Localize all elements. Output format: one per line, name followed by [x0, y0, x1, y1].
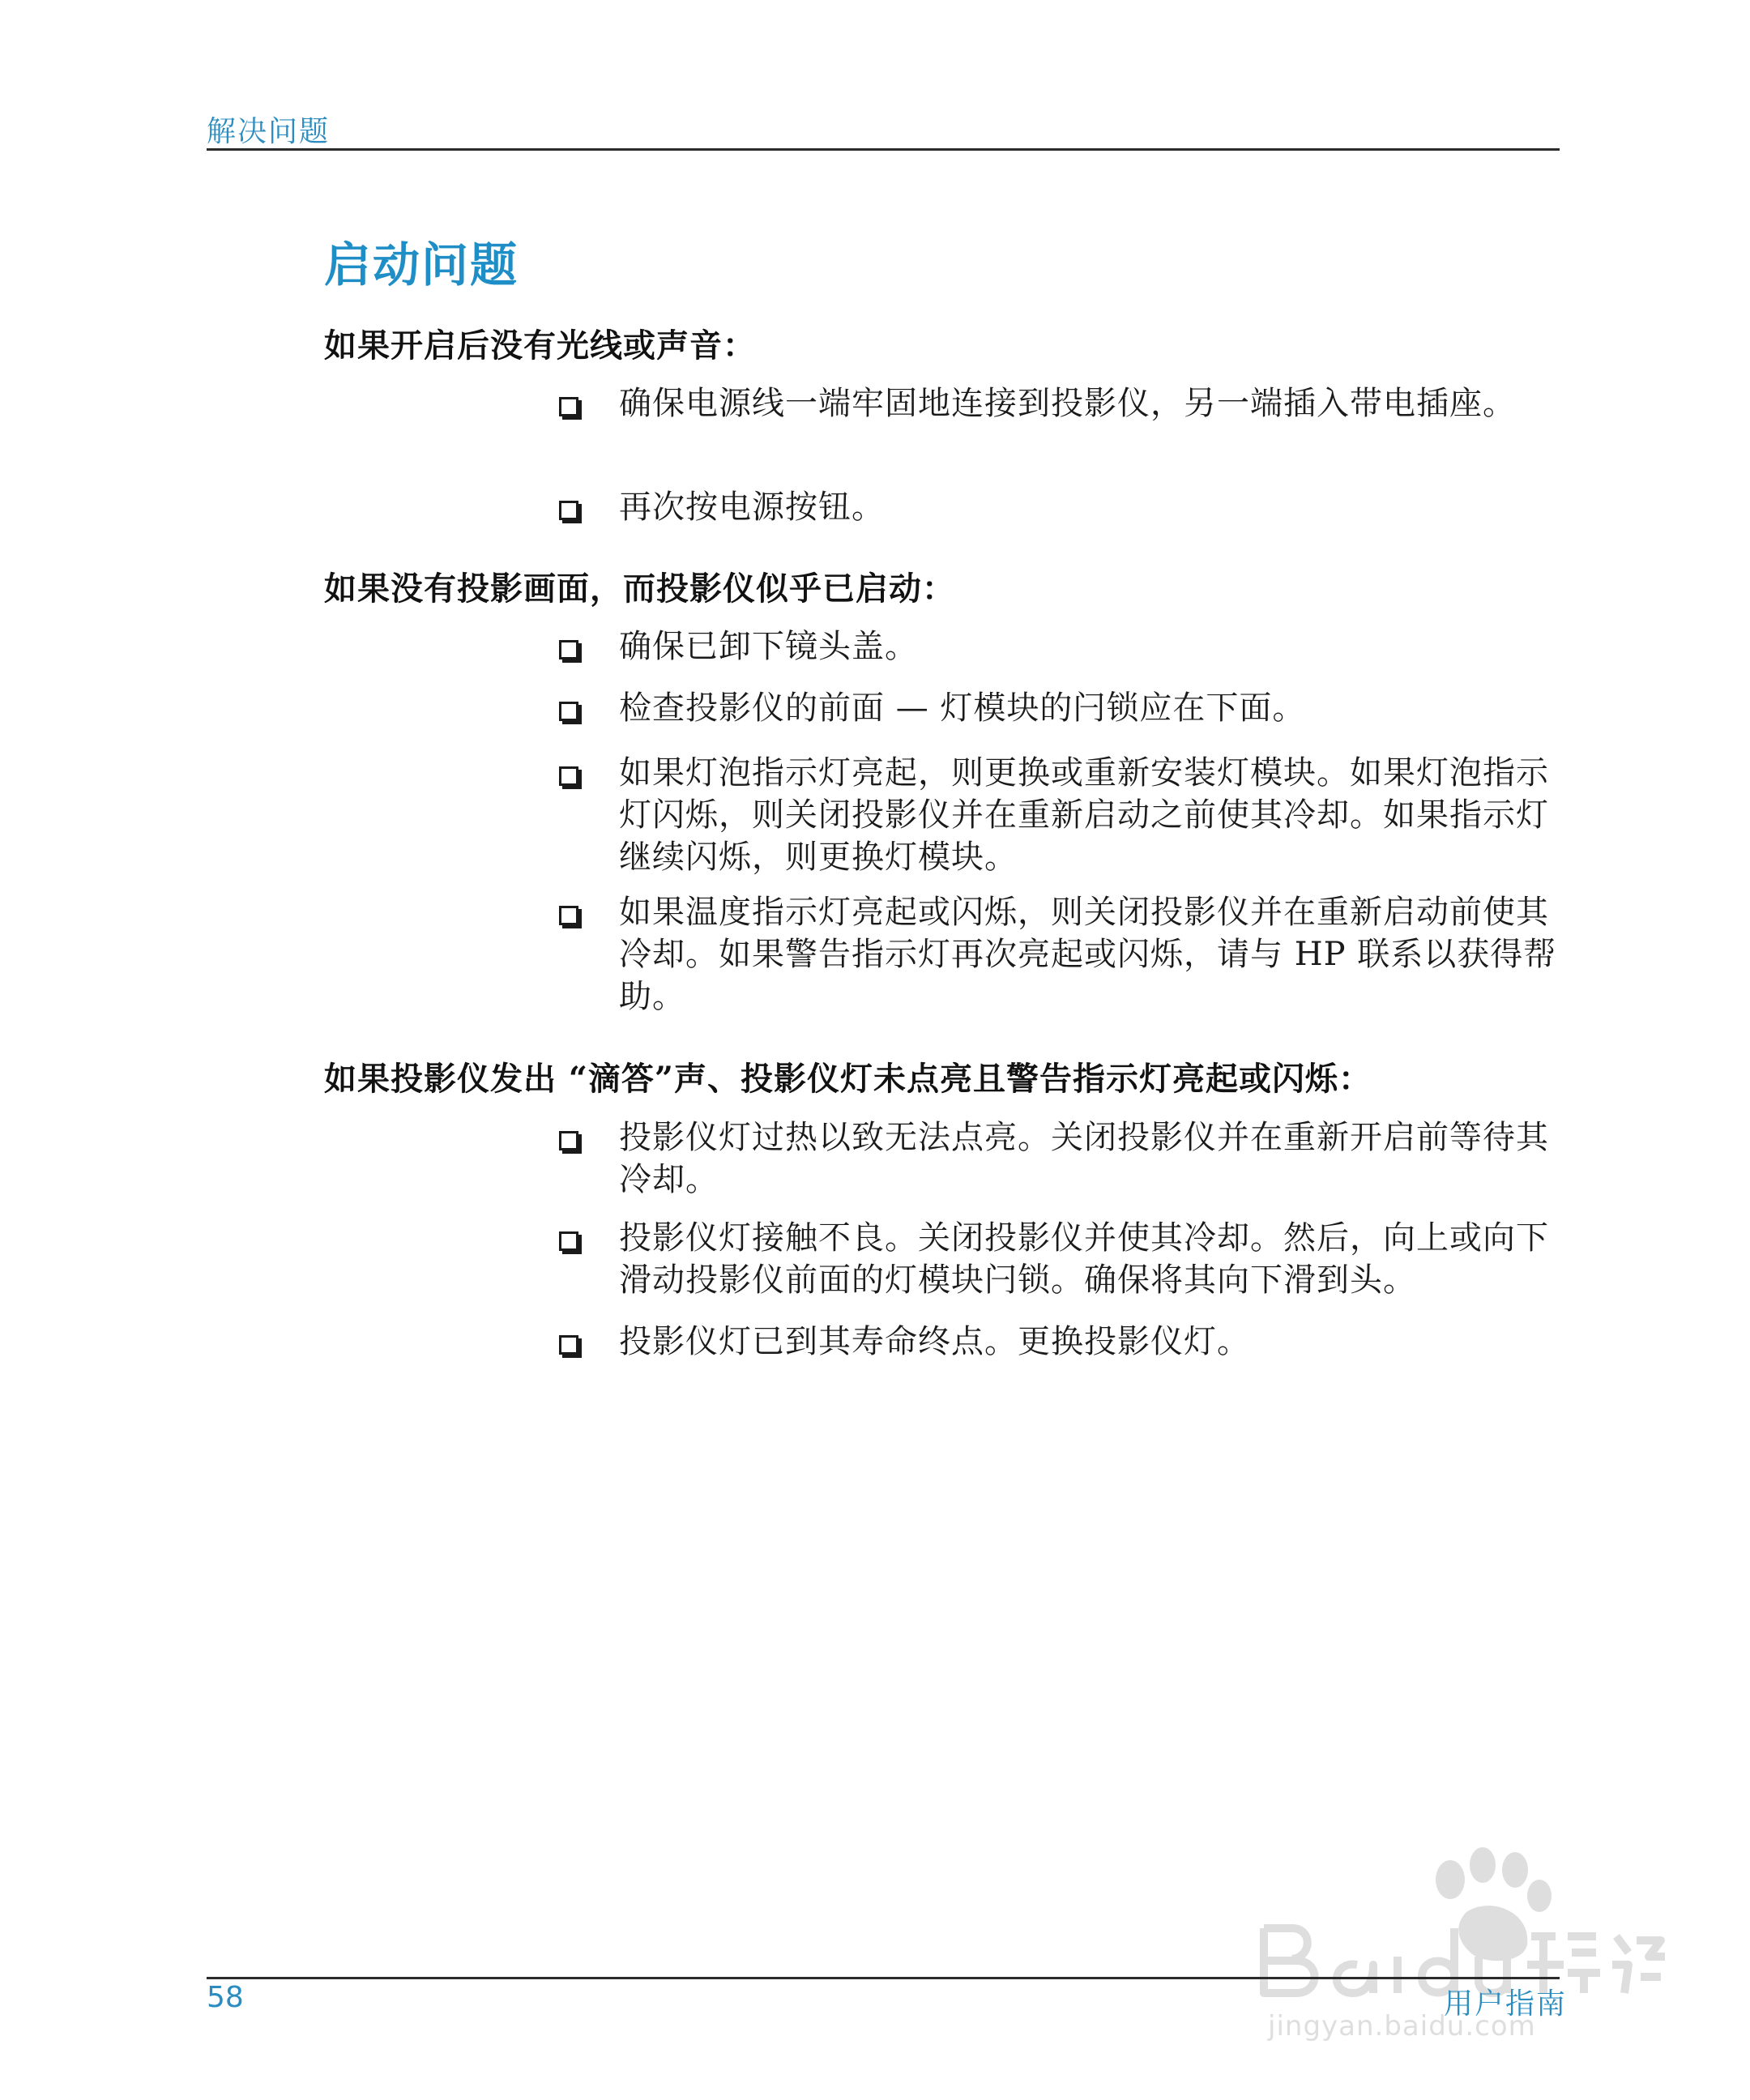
group-heading-ticking-sound: 如果投影仪发出 “滴答”声、投影仪灯未点亮且警告指示灯亮起或闪烁： — [324, 1060, 1372, 1098]
checkbox-bullet-icon — [559, 1335, 578, 1355]
checkbox-bullet-icon — [559, 766, 578, 786]
list-item-text: 如果温度指示灯亮起或闪烁，则关闭投影仪并在重新启动前使其冷却。如果警告指示灯再次亮起或闪烁，请与 HP 联系以获得帮助。 — [619, 894, 1557, 1015]
section-title: 启动问题 — [324, 237, 519, 292]
chapter-title: 解决问题 — [207, 115, 331, 148]
list-item-text: 投影仪灯接触不良。关闭投影仪并使其冷却。然后，向上或向下滑动投影仪前面的灯模块闩锁。确保将其向下滑到头。 — [619, 1219, 1549, 1299]
list-item-text: 投影仪灯过热以致无法点亮。关闭投影仪并在重新开启前等待其冷却。 — [619, 1119, 1549, 1198]
footer-rule — [207, 1977, 1560, 1979]
svg-text:jingyan.baidu.com: jingyan.baidu.com — [1268, 2010, 1536, 2042]
page-number: 58 — [207, 1981, 244, 2014]
list-item-text: 确保电源线一端牢固地连接到投影仪，另一端插入带电插座。 — [619, 385, 1516, 422]
checkbox-bullet-icon — [559, 640, 578, 659]
list-item-text: 再次按电源按钮。 — [619, 489, 885, 526]
header-rule — [207, 148, 1560, 151]
checkbox-bullet-icon — [559, 906, 578, 925]
list-item-text: 检查投影仪的前面 — 灯模块的闩锁应在下面。 — [619, 689, 1306, 727]
list-item-text: 如果灯泡指示灯亮起，则更换或重新安装灯模块。如果灯泡指示灯闪烁，则关闭投影仪并在重新启动之前使其冷却。如果指示灯继续闪烁，则更换灯模块。 — [619, 754, 1549, 876]
checkbox-bullet-icon — [559, 1131, 578, 1150]
checkbox-bullet-icon — [559, 397, 578, 416]
checkbox-bullet-icon — [559, 1231, 578, 1251]
checkbox-bullet-icon — [559, 702, 578, 721]
group-heading-no-image: 如果没有投影画面，而投影仪似乎已启动： — [324, 570, 955, 608]
list-item-text: 确保已卸下镜头盖。 — [619, 628, 918, 665]
list-item-text: 投影仪灯已到其寿命终点。更换投影仪灯。 — [619, 1323, 1250, 1360]
footer-guide-label: 用户指南 — [1444, 1987, 1568, 2021]
checkbox-bullet-icon — [559, 501, 578, 520]
group-heading-no-light-sound: 如果开启后没有光线或声音： — [324, 327, 756, 365]
